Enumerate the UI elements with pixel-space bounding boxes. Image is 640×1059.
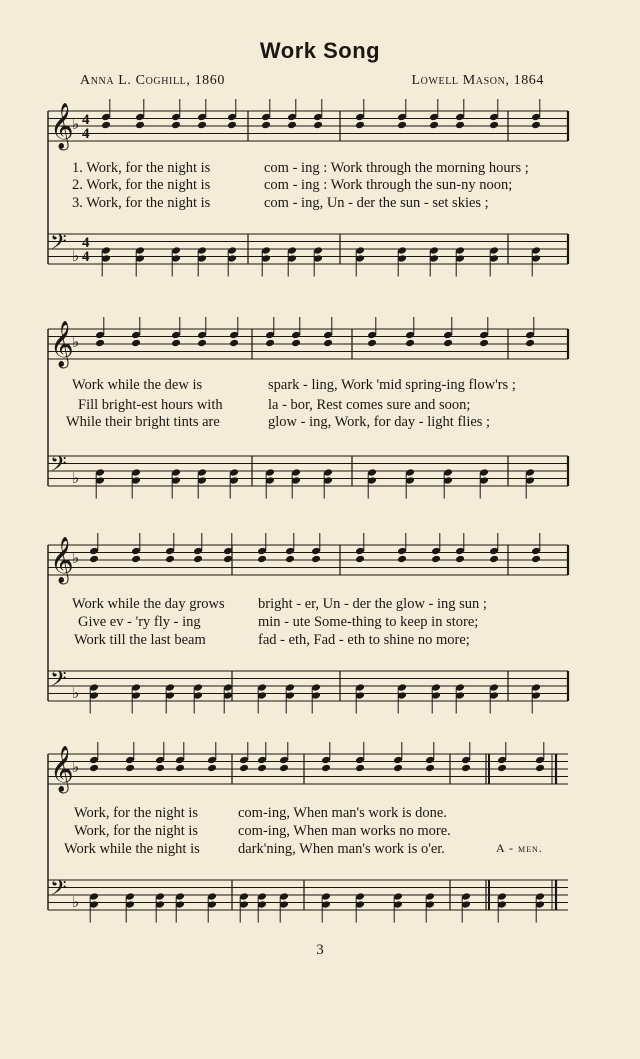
time-signature-digit: 4 (82, 235, 90, 251)
verse-1-line-4-a: Work, for the night is (74, 805, 199, 821)
note-head (355, 764, 365, 773)
note-head (393, 764, 403, 773)
time-signature-digit: 4 (82, 249, 90, 265)
verse-3-line-3-a: Work till the last beam (74, 632, 206, 648)
treble-clef-icon: 𝄞 (50, 321, 74, 367)
verse-1-line-2-a: Work while the dew is (72, 377, 203, 393)
verse-2-line-2-a: Fill bright-est hours with (78, 397, 223, 413)
note-head (321, 764, 331, 773)
flat-key-icon: ♭ (72, 469, 80, 487)
verse-1-line-2-b: spark - ling, Work 'mid spring-ing flow'rs ; (268, 377, 516, 393)
verse-2-line-4-a: Work, for the night is (74, 823, 199, 839)
verse-3-line-4-a: Work while the night is (64, 841, 200, 857)
note-head (239, 764, 249, 773)
hymn-title: Work Song (259, 38, 381, 63)
note-head (89, 764, 99, 773)
verse-3-line-3-b: fad - eth, Fad - eth to shine no more; (258, 632, 470, 648)
bass-clef-icon: 𝄢 (50, 667, 67, 697)
verse-3-line-4-b: dark'ning, When man's work is o'er. (238, 841, 445, 857)
verse-3-line-1-a: 3. Work, for the night is (72, 195, 211, 211)
verse-2-line-1-b: com - ing : Work through the sun-ny noon; (264, 177, 513, 193)
verse-3-line-2-b: glow - ing, Work, for day - light flies ; (268, 414, 491, 430)
verse-2-line-1-a: 2. Work, for the night is (72, 177, 211, 193)
verse-2-line-4-b: com-ing, When man works no more. (238, 823, 451, 839)
note-head (461, 764, 471, 773)
verse-1-line-1-b: com - ing : Work through the morning hours ; (264, 160, 529, 176)
verse-2-line-2-b: la - bor, Rest comes sure and soon; (268, 397, 471, 413)
flat-key-icon: ♭ (72, 333, 80, 351)
note-head (155, 764, 165, 773)
time-signature-digit: 4 (82, 112, 90, 128)
verse-1-line-3-a: Work while the day grows (72, 596, 225, 612)
composer-credit: Lowell Mason, 1864 (411, 73, 544, 88)
note-head (175, 764, 185, 773)
flat-key-icon: ♭ (72, 758, 80, 776)
note-head (125, 764, 135, 773)
note-head (497, 764, 507, 773)
flat-key-icon: ♭ (72, 684, 80, 702)
verse-1-line-1-a: 1. Work, for the night is (72, 160, 211, 176)
flat-key-icon: ♭ (72, 893, 80, 911)
flat-key-icon: ♭ (72, 115, 80, 133)
flat-key-icon: ♭ (72, 549, 80, 567)
bass-clef-icon: 𝄢 (50, 452, 67, 482)
verse-3-line-1-b: com - ing, Un - der the sun - set skies ; (264, 195, 489, 211)
bass-clef-icon: 𝄢 (50, 230, 67, 260)
page-number: 3 (316, 942, 324, 958)
flat-key-icon: ♭ (72, 247, 80, 265)
treble-clef-icon: 𝄞 (50, 746, 74, 792)
treble-clef-icon: 𝄞 (50, 103, 74, 149)
note-head (425, 764, 435, 773)
bass-clef-icon: 𝄢 (50, 876, 67, 906)
note-head (257, 764, 267, 773)
verse-2-line-3-b: min - ute Some-thing to keep in store; (258, 614, 479, 630)
note-head (535, 764, 545, 773)
note-head (279, 764, 289, 773)
verse-2-line-3-a: Give ev - 'ry fly - ing (78, 614, 201, 630)
treble-clef-icon: 𝄞 (50, 537, 74, 583)
verse-1-line-4-b: com-ing, When man's work is done. (238, 805, 447, 821)
verse-1-line-3-b: bright - er, Un - der the glow - ing sun ; (258, 596, 487, 612)
time-signature-digit: 4 (82, 126, 90, 142)
verse-3-line-2-a: While their bright tints are (66, 414, 220, 430)
lyricist-credit: Anna L. Coghill, 1860 (80, 73, 225, 88)
amen-text: A - men. (496, 841, 543, 855)
note-head (207, 764, 217, 773)
